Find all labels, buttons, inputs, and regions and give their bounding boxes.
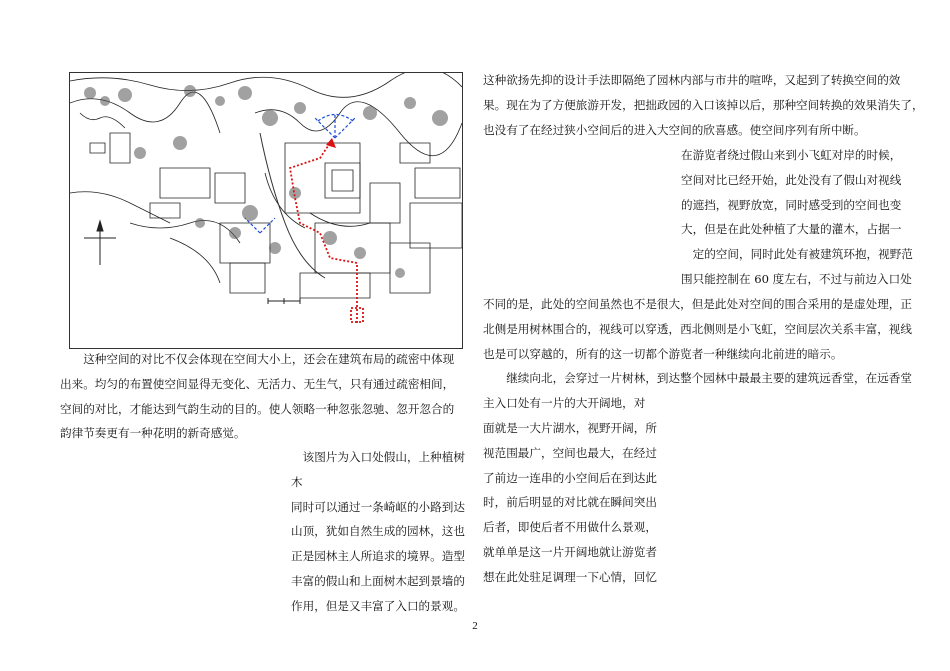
text-line: 不同的是，此处的空间虽然也不是很大，但是此处对空间的围合采用的是虚处理，正 bbox=[483, 297, 912, 311]
text-line: 大，但是在此处种植了大量的灌木，占据一 bbox=[681, 222, 902, 237]
text-line: 主入口处有一片的大开阔地，对 bbox=[483, 396, 646, 411]
caption-line: 山顶，犹如自然生成的园林，这也 bbox=[291, 524, 465, 539]
text-line: 这种欲扬先抑的设计手法即隔绝了园林内部与市井的喧哗，又起到了转换空间的效 bbox=[483, 73, 901, 87]
text-line: 继续向北，会穿过一片树林，到达整个园林中最最主要的建筑远香堂，在远香堂 bbox=[506, 371, 912, 386]
caption-line: 该图片为入口处假山，上种植树木 bbox=[291, 450, 465, 489]
text-line: 的遮挡，视野放宽，同时感受到的空间也变 bbox=[681, 197, 902, 212]
right-indented-text bbox=[681, 143, 921, 292]
garden-plan-map bbox=[69, 72, 463, 349]
map-drawing bbox=[70, 73, 462, 348]
text-line: 空间对比已经开始，此处没有了假山对视线 bbox=[681, 172, 902, 187]
caption-line: 正是园林主人所追求的境界。造型 bbox=[291, 549, 465, 564]
text-line: 在游览者绕过假山来到小飞虹对岸的时候， bbox=[681, 148, 902, 162]
text-line: 后者，即使后者不用做什么景观， bbox=[483, 520, 657, 535]
text-line: 时，前后明显的对比就在瞬间突出 bbox=[483, 495, 657, 510]
text-line: 果。现在为了方便旅游开发，把拙政园的入口该掉以后，那种空间转换的效果消失了， bbox=[483, 97, 924, 112]
page-number: 2 bbox=[472, 620, 478, 632]
text-line: 围只能控制在 60 度左右，不过与前边入口处 bbox=[681, 271, 912, 286]
text-line: 也没有了在经过狭小空间后的进入大空间的欣喜感。使空间序列有所中断。 bbox=[483, 122, 866, 137]
text-line: 视范围最广，空间也最大，在经过 bbox=[483, 445, 657, 460]
text-line: 定的空间，同时此处有被建筑环抱，视野范 bbox=[692, 247, 913, 262]
text-line: 就单单是这一片开阔地就让游览者 bbox=[483, 544, 657, 559]
right-top-text bbox=[483, 68, 924, 142]
text-line: 了前边一连串的小空间后在到达此 bbox=[483, 470, 657, 485]
right-narrow-text bbox=[483, 416, 683, 590]
image-caption bbox=[291, 445, 471, 619]
text-line: 面就是一大片湖水，视野开阔，所 bbox=[483, 421, 657, 435]
left-paragraph: 这种空间的对比不仅会体现在空间大小上，还会在建筑布局的疏密中体现出来。均匀的布置使空间显得无变化、无活力、无生气，只有通过疏密相间，空间的对比，才能达到气韵生动的目的。使人领略一种忽张忽驰、忽开忽合的韵律节奏更有一种花明的新奇感觉。 bbox=[60, 352, 455, 441]
caption-line: 丰富的假山和上面树木起到景墙的 bbox=[291, 573, 465, 588]
text-line: 想在此处驻足调理一下心情，回忆 bbox=[483, 569, 657, 584]
right-full-text bbox=[483, 292, 912, 416]
text-line: 也是可以穿越的，所有的这一切都个游览者一种继续向北前进的暗示。 bbox=[483, 346, 843, 361]
text-line: 北侧是用树林围合的，视线可以穿透，西北侧则是小飞虹，空间层次关系丰富，视线 bbox=[483, 321, 912, 336]
caption-line: 同时可以通过一条崎岖的小路到达 bbox=[291, 499, 465, 514]
caption-line: 作用，但是又丰富了入口的景观。 bbox=[291, 598, 465, 613]
left-column bbox=[60, 347, 465, 446]
